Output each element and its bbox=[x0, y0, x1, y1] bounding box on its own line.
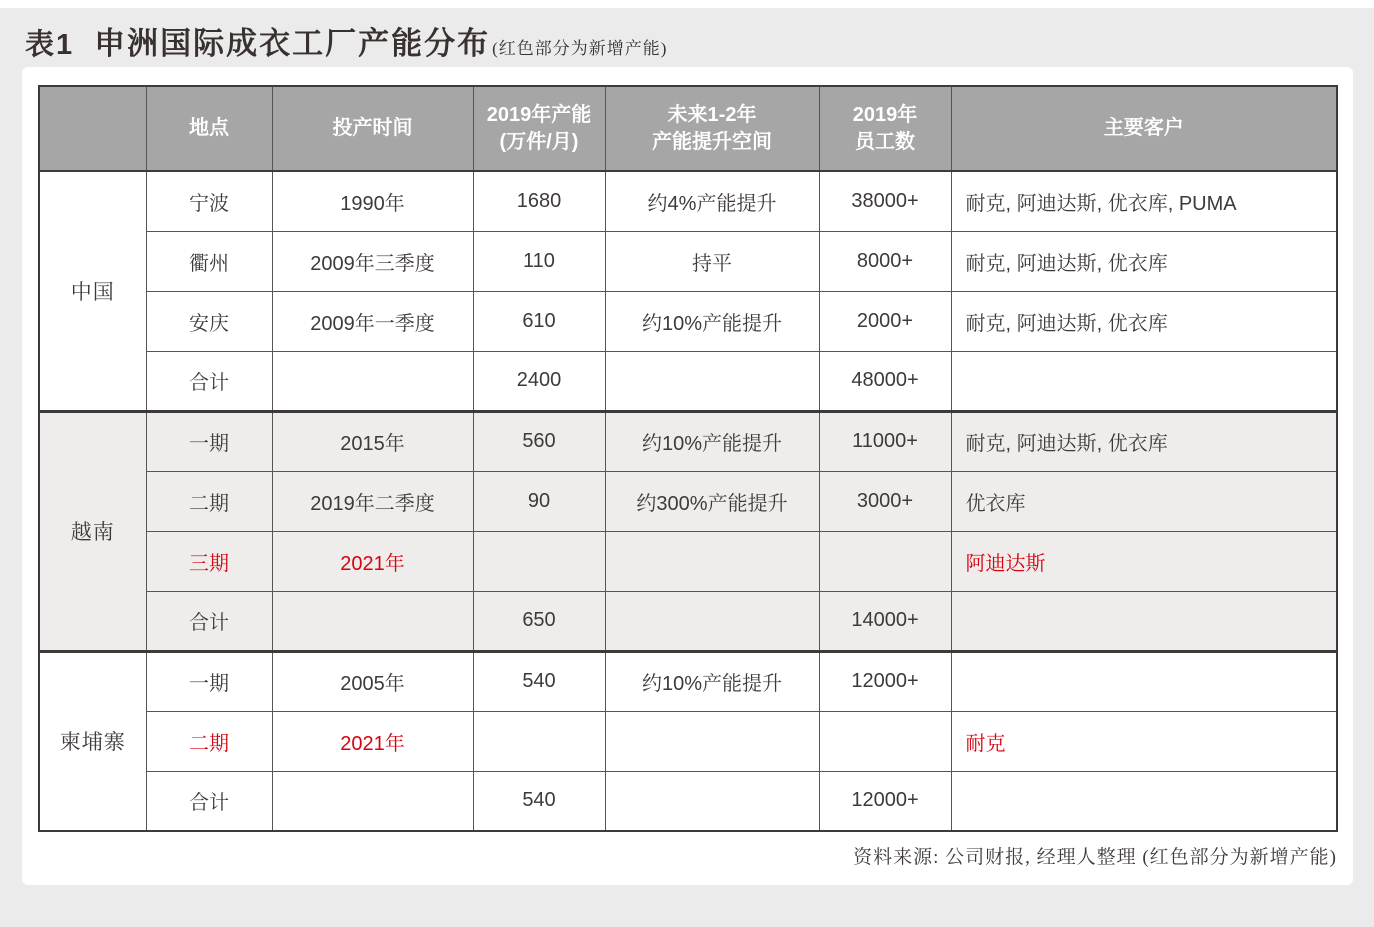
capacity-cell: 110 bbox=[473, 231, 605, 291]
employees-cell: 48000+ bbox=[819, 351, 951, 411]
corner-cell bbox=[39, 86, 146, 171]
employees-cell: 14000+ bbox=[819, 591, 951, 651]
table-row bbox=[39, 411, 1337, 471]
upside-cell bbox=[605, 711, 819, 771]
customers-cell: 耐克, 阿迪达斯, 优衣库 bbox=[951, 291, 1337, 351]
upside-cell: 约4%产能提升 bbox=[605, 171, 819, 231]
capacity-cell: 560 bbox=[473, 411, 605, 471]
start-date-cell: 2015年 bbox=[272, 411, 473, 471]
table-row bbox=[39, 231, 1337, 291]
customers-cell bbox=[951, 591, 1337, 651]
table-title-note: (红色部分为新增产能) bbox=[492, 39, 668, 58]
employees-cell: 11000+ bbox=[819, 411, 951, 471]
employees-cell: 3000+ bbox=[819, 471, 951, 531]
location-cell: 安庆 bbox=[146, 291, 272, 351]
table-row bbox=[39, 531, 1337, 591]
upside-cell: 约10%产能提升 bbox=[605, 291, 819, 351]
region-cell: 中国 bbox=[39, 171, 146, 411]
customers-cell: 阿迪达斯 bbox=[951, 531, 1337, 591]
capacity-cell: 90 bbox=[473, 471, 605, 531]
region-cell: 柬埔寨 bbox=[39, 651, 146, 831]
table-row bbox=[39, 651, 1337, 711]
table-row bbox=[39, 291, 1337, 351]
capacity-cell: 650 bbox=[473, 591, 605, 651]
customers-cell bbox=[951, 771, 1337, 831]
start-date-cell: 2005年 bbox=[272, 651, 473, 711]
customers-cell: 耐克, 阿迪达斯, 优衣库, PUMA bbox=[951, 171, 1337, 231]
table-number-label: 表1 bbox=[25, 29, 75, 61]
col-capacity-2019: 2019年产能 (万件/月) bbox=[473, 86, 605, 171]
employees-cell: 12000+ bbox=[819, 771, 951, 831]
capacity-cell: 610 bbox=[473, 291, 605, 351]
start-date-cell: 2021年 bbox=[272, 531, 473, 591]
employees-cell: 38000+ bbox=[819, 171, 951, 231]
upside-cell: 持平 bbox=[605, 231, 819, 291]
header-row bbox=[39, 86, 1337, 171]
col-location: 地点 bbox=[146, 86, 272, 171]
col-key-customers: 主要客户 bbox=[951, 86, 1337, 171]
location-cell: 二期 bbox=[146, 471, 272, 531]
source-note: 资料来源: 公司财报, 经理人整理 (红色部分为新增产能) bbox=[853, 847, 1337, 868]
capacity-cell: 2400 bbox=[473, 351, 605, 411]
location-cell: 衢州 bbox=[146, 231, 272, 291]
upside-cell: 约300%产能提升 bbox=[605, 471, 819, 531]
start-date-cell: 2019年二季度 bbox=[272, 471, 473, 531]
region-cell: 越南 bbox=[39, 411, 146, 651]
table-card bbox=[22, 67, 1353, 885]
customers-cell: 耐克 bbox=[951, 711, 1337, 771]
upside-cell bbox=[605, 771, 819, 831]
table-row bbox=[39, 171, 1337, 231]
customers-cell: 耐克, 阿迪达斯, 优衣库 bbox=[951, 411, 1337, 471]
capacity-cell: 1680 bbox=[473, 171, 605, 231]
employees-cell bbox=[819, 531, 951, 591]
location-cell: 一期 bbox=[146, 411, 272, 471]
location-cell: 二期 bbox=[146, 711, 272, 771]
upside-cell: 约10%产能提升 bbox=[605, 651, 819, 711]
customers-cell: 优衣库 bbox=[951, 471, 1337, 531]
start-date-cell bbox=[272, 591, 473, 651]
location-cell: 三期 bbox=[146, 531, 272, 591]
col-start-date: 投产时间 bbox=[272, 86, 473, 171]
capacity-cell: 540 bbox=[473, 651, 605, 711]
employees-cell: 12000+ bbox=[819, 651, 951, 711]
employees-cell: 8000+ bbox=[819, 231, 951, 291]
customers-cell: 耐克, 阿迪达斯, 优衣库 bbox=[951, 231, 1337, 291]
upside-cell bbox=[605, 531, 819, 591]
start-date-cell: 2009年三季度 bbox=[272, 231, 473, 291]
capacity-table bbox=[38, 85, 1338, 832]
col-employees-2019: 2019年 员工数 bbox=[819, 86, 951, 171]
capacity-cell: 540 bbox=[473, 771, 605, 831]
customers-cell bbox=[951, 651, 1337, 711]
table-row bbox=[39, 471, 1337, 531]
table-row bbox=[39, 771, 1337, 831]
location-cell: 合计 bbox=[146, 771, 272, 831]
location-cell: 一期 bbox=[146, 651, 272, 711]
start-date-cell bbox=[272, 351, 473, 411]
start-date-cell: 2009年一季度 bbox=[272, 291, 473, 351]
table-title-text: 申洲国际成衣工厂产能分布 bbox=[94, 26, 491, 61]
table-row bbox=[39, 591, 1337, 651]
employees-cell bbox=[819, 711, 951, 771]
employees-cell: 2000+ bbox=[819, 291, 951, 351]
location-cell: 合计 bbox=[146, 591, 272, 651]
capacity-cell bbox=[473, 711, 605, 771]
upside-cell bbox=[605, 351, 819, 411]
upside-cell: 约10%产能提升 bbox=[605, 411, 819, 471]
start-date-cell: 2021年 bbox=[272, 711, 473, 771]
start-date-cell bbox=[272, 771, 473, 831]
start-date-cell: 1990年 bbox=[272, 171, 473, 231]
table-header bbox=[39, 86, 1337, 171]
upside-cell bbox=[605, 591, 819, 651]
capacity-cell bbox=[473, 531, 605, 591]
table-row bbox=[39, 351, 1337, 411]
customers-cell bbox=[951, 351, 1337, 411]
location-cell: 合计 bbox=[146, 351, 272, 411]
page-title bbox=[25, 18, 667, 63]
location-cell: 宁波 bbox=[146, 171, 272, 231]
table-row bbox=[39, 711, 1337, 771]
col-upside: 未来1-2年 产能提升空间 bbox=[605, 86, 819, 171]
